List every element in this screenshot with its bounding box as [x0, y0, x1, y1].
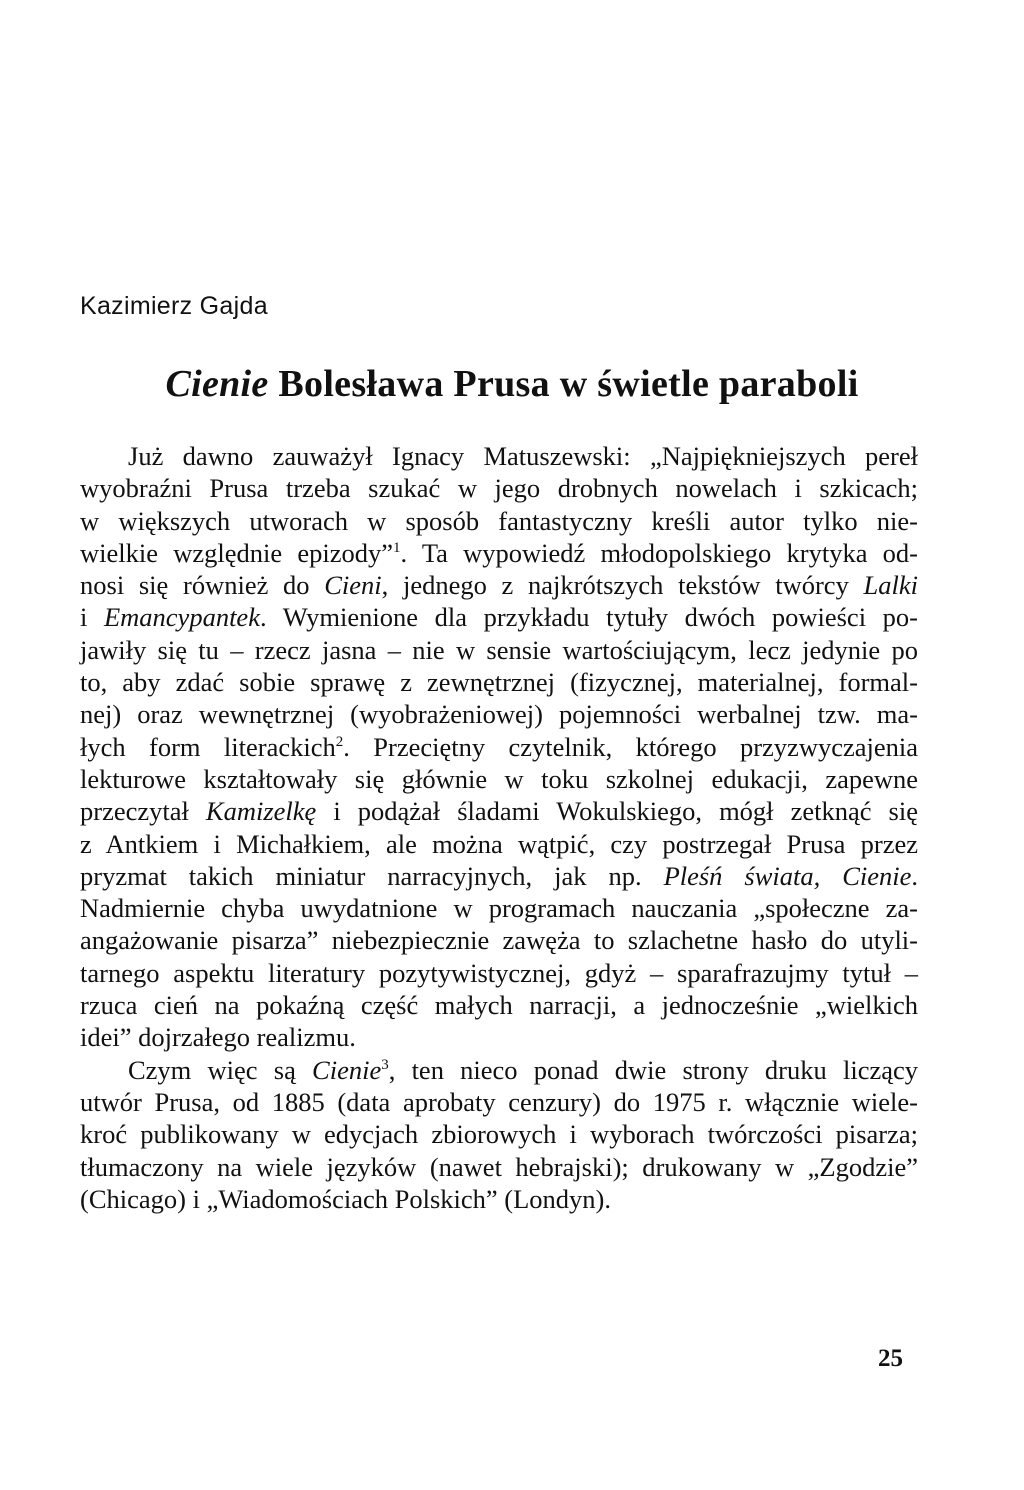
- text-run: utwór Prusa, od 1885 (data aprobaty cenzury) do 1975 r. włącznie wiele-: [80, 1086, 918, 1117]
- text-run: nej) oraz wewnętrznej (wyobrażeniowej) pojemności werbalnej tzw. ma-: [80, 699, 918, 730]
- body-line: [80, 569, 918, 601]
- text-run: Nadmiernie chyba uwydatnione w programach nauczania „społeczne za-: [80, 893, 918, 924]
- title-italic-part: Cienie: [165, 363, 269, 405]
- body-line: [80, 989, 918, 1021]
- text-run: lekturowe kształtowały się głównie w toku szkolnej edukacji, zapewne: [80, 763, 918, 794]
- text-run: idei” dojrzałego realizmu.: [80, 1022, 356, 1053]
- text-run: rzuca cień na pokaźną część małych narracji, a jednocześnie „wielkich: [80, 990, 918, 1021]
- italic-title: Cienie: [312, 1054, 382, 1085]
- italic-title: Pleśń świata, Cienie: [663, 860, 912, 891]
- text-run: nosi się również do: [80, 570, 325, 601]
- text-run: . Przeciętny czytelnik, którego przyzwyczajenia: [343, 731, 918, 762]
- body-line: [80, 1021, 918, 1053]
- text-run: , ten nieco ponad dwie strony druku liczący: [388, 1054, 918, 1085]
- text-run: łych form literackich: [80, 731, 336, 762]
- body-line: [80, 472, 918, 504]
- italic-title: Emancypantek: [103, 602, 260, 633]
- body-line: [80, 892, 918, 924]
- body-line: [80, 698, 918, 730]
- body-line: [80, 440, 918, 472]
- text-run: z Antkiem i Michałkiem, ale można wątpić, czy postrzegał Prusa przez: [80, 828, 918, 859]
- text-run: , jednego z najkrótszych tekstów twórcy: [381, 570, 864, 601]
- text-run: i: [80, 602, 104, 633]
- article-body: [80, 440, 918, 1215]
- text-run: .: [911, 860, 918, 891]
- italic-title: Cieni: [324, 570, 382, 601]
- body-line: [80, 1054, 918, 1086]
- body-line: [80, 957, 918, 989]
- text-run: wyobraźni Prusa trzeba szukać w jego drobnych nowelach i szkicach;: [80, 473, 918, 504]
- text-run: wielkie względnie epizody”: [80, 537, 393, 568]
- text-run: tłumaczony na wiele języków (nawet hebrajski); drukowany w „Zgodzie”: [80, 1151, 918, 1182]
- body-line: [80, 1151, 918, 1183]
- body-line: [80, 763, 918, 795]
- text-run: . Wymienione dla przykładu tytuły dwóch powieści po-: [259, 602, 918, 633]
- article-title: [0, 362, 1024, 406]
- footnote-ref-2: 2: [335, 733, 344, 750]
- text-run: pryzmat takich miniatur narracyjnych, jak np.: [80, 860, 664, 891]
- text-run: przeczytał: [80, 796, 206, 827]
- text-run: Czym więc są: [128, 1054, 313, 1085]
- body-line: [80, 1183, 918, 1215]
- text-run: . Ta wypowiedź młodopolskiego krytyka od-: [400, 537, 918, 568]
- author-name: Kazimierz Gajda: [80, 292, 268, 320]
- text-run: Już dawno zauważył Ignacy Matuszewski: „Najpiękniejszych pereł: [128, 441, 918, 471]
- body-line: [80, 505, 918, 537]
- text-run: (Chicago) i „Wiadomościach Polskich” (Londyn).: [80, 1183, 611, 1214]
- text-run: kroć publikowany w edycjach zbiorowych i wyborach twórczości pisarza;: [80, 1119, 918, 1150]
- footnote-ref-3: 3: [381, 1056, 389, 1073]
- body-line: [80, 666, 918, 698]
- body-line: [80, 795, 918, 827]
- body-line: [80, 731, 918, 763]
- italic-title: Lalki: [863, 570, 918, 601]
- page-number: 25: [878, 1345, 903, 1372]
- text-run: angażowanie pisarza” niebezpiecznie zawęża to szlachetne hasło do utyli-: [80, 925, 918, 956]
- text-run: i podążał śladami Wokulskiego, mógł zetknąć się: [316, 796, 918, 827]
- body-line: [80, 924, 918, 956]
- body-line: [80, 634, 918, 666]
- italic-title: Kamizelkę: [205, 796, 317, 827]
- title-rest: Bolesława Prusa w świetle paraboli: [268, 363, 859, 405]
- body-line: [80, 828, 918, 860]
- footnote-ref-1: 1: [392, 539, 401, 556]
- text-run: to, aby zdać sobie sprawę z zewnętrznej (fizycznej, materialnej, formal-: [80, 667, 918, 698]
- body-line: [80, 601, 918, 633]
- body-line: [80, 1086, 918, 1118]
- body-line: [80, 1118, 918, 1150]
- text-run: jawiły się tu – rzecz jasna – nie w sensie wartościującym, lecz jedynie po: [80, 634, 918, 665]
- text-run: tarnego aspektu literatury pozytywistycznej, gdyż – sparafrazujmy tytuł –: [80, 957, 918, 988]
- body-line: [80, 537, 918, 569]
- text-run: w większych utworach w sposób fantastyczny kreśli autor tylko nie-: [80, 505, 918, 536]
- body-line: [80, 860, 918, 892]
